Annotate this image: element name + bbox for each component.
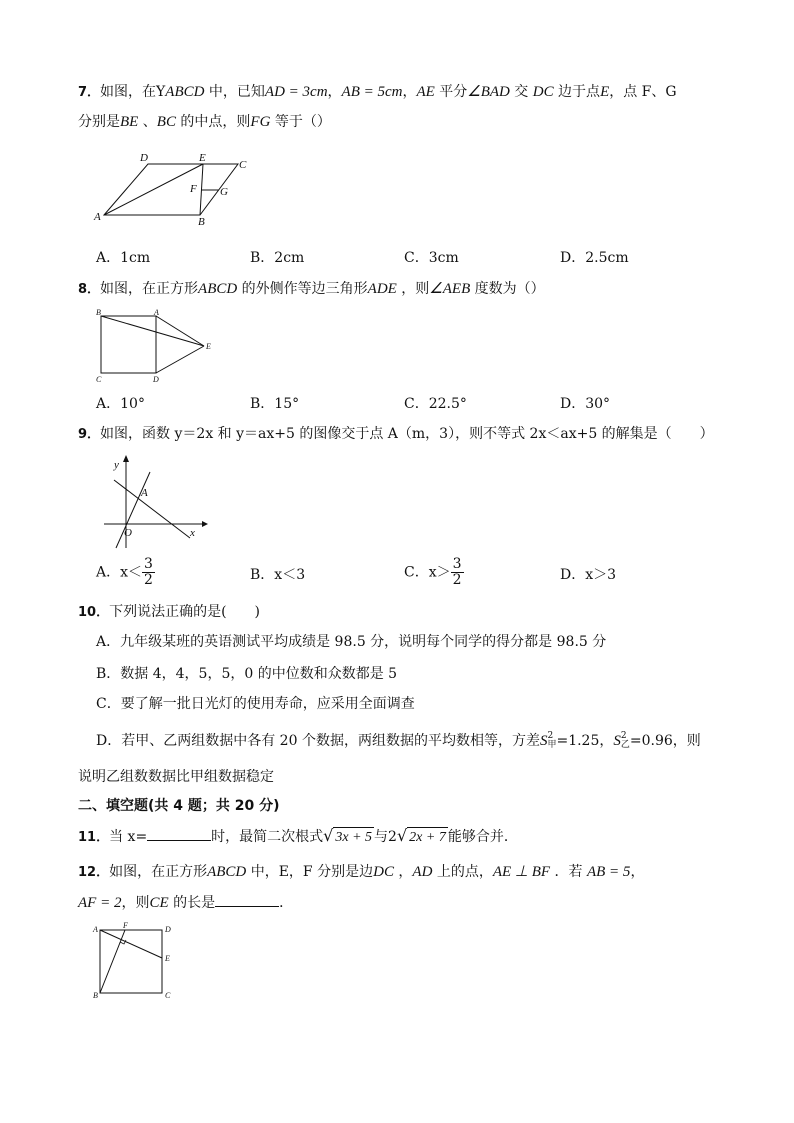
sqrt-symbol: √ <box>396 826 408 845</box>
q7-parallelogram-figure <box>88 150 258 230</box>
label-D: D <box>165 925 171 934</box>
label-D: D <box>153 375 159 384</box>
label-E: E <box>199 152 206 164</box>
q8-option-d: D．30° <box>560 396 611 412</box>
q12-line2: AF = 2，则CE 的长是 ． <box>78 892 293 913</box>
label-C: C <box>96 375 102 384</box>
label-F: F <box>123 921 128 930</box>
answer-blank[interactable] <box>147 826 211 841</box>
q7-option-c: C．3cm <box>404 250 459 266</box>
q9-option-a: A．x＜ $\frac{3}{2}$ <box>96 556 153 588</box>
fraction-three-halves: $\frac{3}{2}$ <box>452 556 462 588</box>
q9-option-c: C．x＞ $\frac{3}{2}$ <box>404 556 462 588</box>
label-E: E <box>206 342 211 351</box>
q11-line1: 11．当 x= 时，最简二次根式√ 3x + 5 与2√ 2x + 7 能够合并． <box>78 826 518 848</box>
q8-option-a: A．10° <box>96 396 145 412</box>
q7-number: 7． <box>78 85 101 100</box>
q9-option-d: D．x＞3 <box>560 567 617 583</box>
q7-line1: 7．如图，在YABCD 中，已知AD = 3cm，AB = 5cm，AE 平分∠BAD 交 DC 边于点E，点 F、G <box>78 84 677 100</box>
q9-graph-figure <box>100 450 210 550</box>
label-E: E <box>165 954 170 963</box>
label-x: x <box>190 527 195 539</box>
q12-square-figure <box>90 920 185 1005</box>
label-A: A <box>94 211 101 223</box>
q7-option-b: B．2cm <box>250 250 305 266</box>
label-D: D <box>140 152 148 164</box>
section-title: 二、填空题(共 4 题；共 20 分) <box>78 798 280 814</box>
q7-option-d: D．2.5cm <box>560 250 629 266</box>
label-B: B <box>198 216 205 228</box>
label-G: G <box>220 186 228 198</box>
label-C: C <box>165 991 171 1000</box>
q10-line1: 10．下列说法正确的是( ) <box>78 604 261 620</box>
q8-option-c: C．22.5° <box>404 396 467 412</box>
q10-option-c: C．要了解一批日光灯的使用寿命，应采用全面调查 <box>96 696 415 712</box>
parallelogram-symbol: Y <box>156 84 166 100</box>
q9-line1: 9．如图，函数 y＝2x 和 y＝ax+5 的图像交于点 A（m，3），则不等式 2x＜ax+5 的解集是（ ） <box>78 426 714 442</box>
sqrt-symbol: √ <box>323 826 334 845</box>
q10-option-a: A．九年级某班的英语测试平均成绩是 98.5 分，说明每个同学的得分都是 98.5 分 <box>96 634 607 650</box>
q11-number: 11． <box>78 830 110 845</box>
label-y: y <box>114 459 119 471</box>
q9-option-b: B．x＜3 <box>250 567 306 583</box>
label-C: C <box>239 159 247 171</box>
label-A: A <box>154 308 159 317</box>
label-A: A <box>93 925 98 934</box>
q9-number: 9． <box>78 427 101 442</box>
label-F: F <box>190 183 197 195</box>
q10-option-d: D．若甲、乙两组数据中各有 20 个数据，两组数据的平均数相等，方差S 2 甲 =1.25，S 2 乙 =0.96，则 <box>96 731 701 750</box>
q8-square-figure <box>92 306 222 386</box>
q8-number: 8． <box>78 282 101 297</box>
q12-line1: 12．如图，在正方形ABCD 中，E，F 分别是边DC ，AD 上的点，AE ⊥ BF ．若 AB = 5， <box>78 864 645 880</box>
fraction-three-halves: $\frac{3}{2}$ <box>144 556 153 588</box>
label-B: B <box>96 308 101 317</box>
q10-option-d-cont: 说明乙组数数据比甲组数据稳定 <box>78 769 274 785</box>
label-O: O <box>124 527 132 539</box>
answer-blank[interactable] <box>215 892 279 907</box>
label-A: A <box>141 487 148 499</box>
q8-line1: 8．如图，在正方形ABCD 的外侧作等边三角形ADE ，则∠AEB 度数为（） <box>78 281 545 297</box>
q7-line2: 分别是BE 、BC 的中点，则FG 等于（） <box>78 114 331 130</box>
q12-number: 12． <box>78 865 110 880</box>
q8-option-b: B．15° <box>250 396 300 412</box>
q7-option-a: A．1cm <box>96 250 151 266</box>
q10-number: 10． <box>78 605 110 620</box>
label-B: B <box>93 991 98 1000</box>
q10-option-b: B．数据 4，4，5，5，0 的中位数和众数都是 5 <box>96 666 398 682</box>
